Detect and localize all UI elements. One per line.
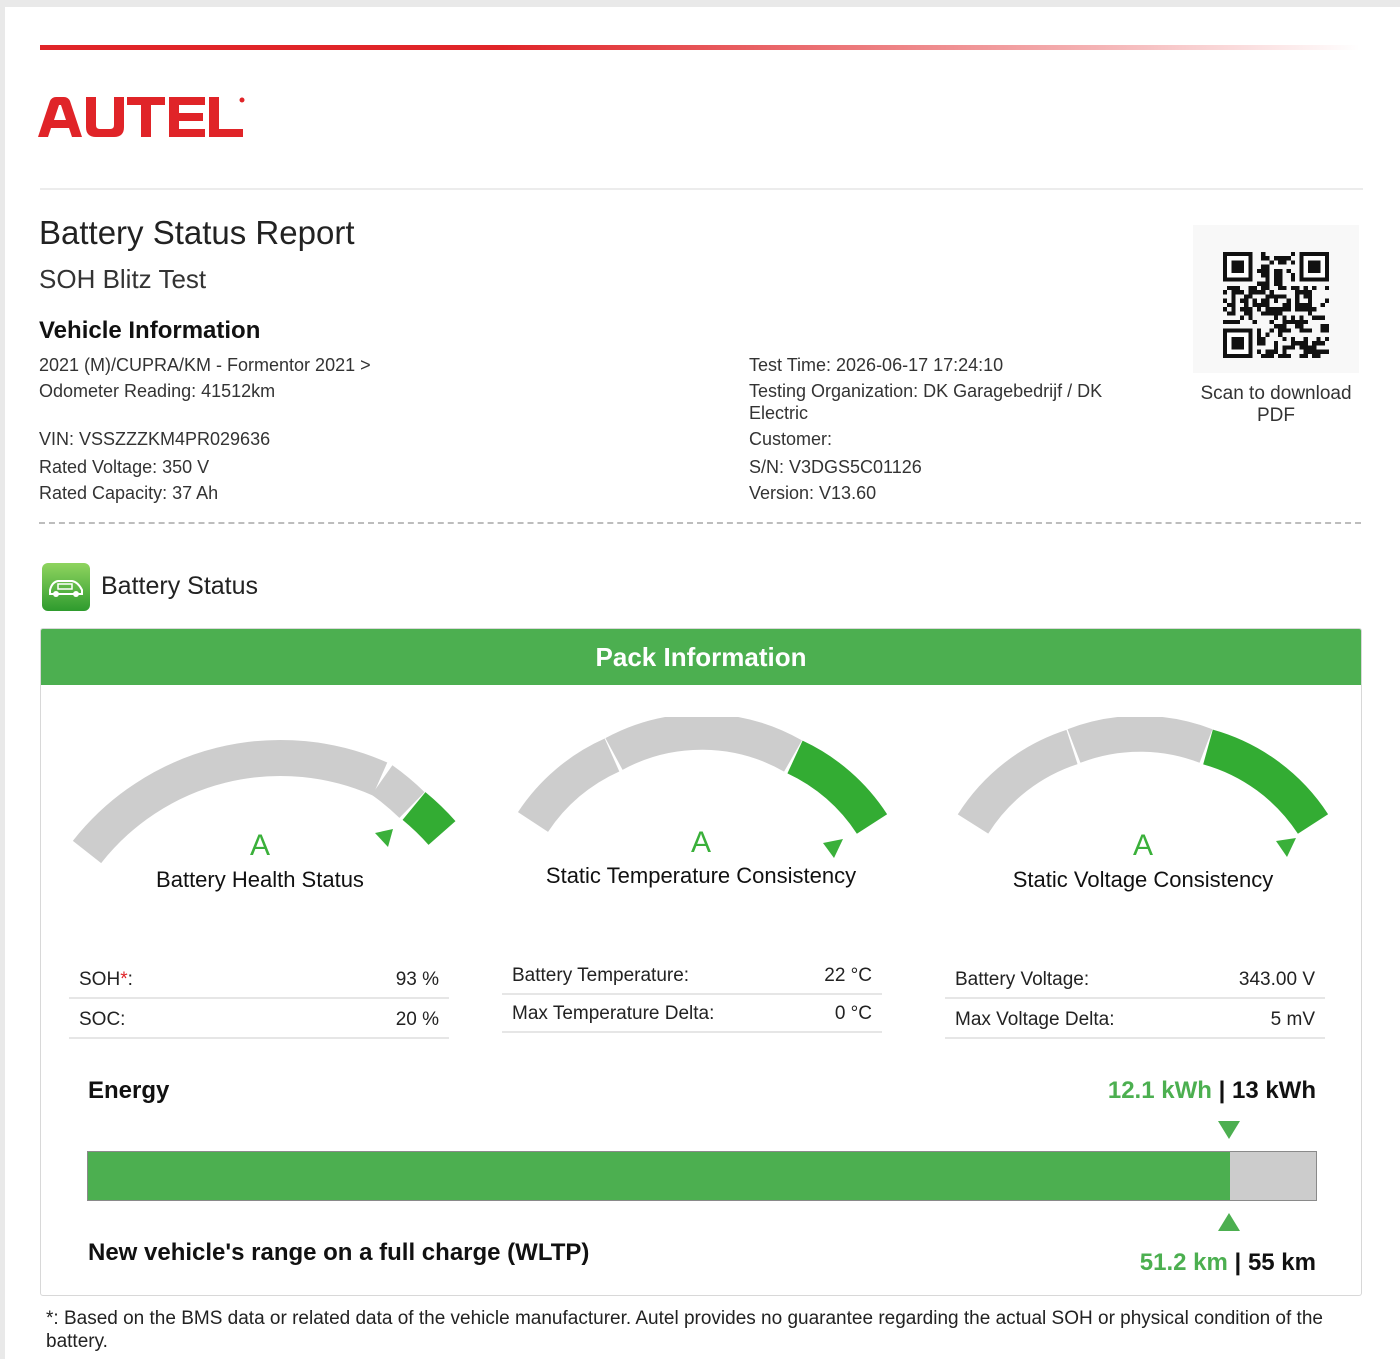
max-voltage-delta-key: Max Voltage Delta:	[955, 1009, 1115, 1030]
battery-voltage-row	[945, 957, 1325, 999]
qr-caption	[1193, 383, 1359, 427]
soh-value: 93 %	[395, 969, 439, 990]
vehicle-model: 2021 (M)/CUPRA/KM - Formentor 2021 >	[39, 355, 371, 375]
gauge-segment	[614, 732, 793, 756]
report-title: Battery Status Report	[39, 214, 355, 251]
gauge-pointer	[375, 829, 393, 847]
range-marker-arrow	[1218, 1213, 1240, 1231]
odometer-reading: Odometer Reading: 41512km	[39, 381, 276, 401]
footnote-mark: *	[46, 1308, 54, 1329]
testing-organization: Testing Organization: DK Garagebedrijf / DK	[749, 381, 1103, 401]
energy-bar	[87, 1151, 1317, 1201]
footnote-text: : Based on the BMS data or related data of the vehicle manufacturer. Autel provides no guarantee regarding the actual SOH or physical condition of the battery.	[46, 1308, 1323, 1352]
max-temperature-delta-row	[502, 991, 882, 1033]
gauge-segment-active	[414, 806, 442, 833]
autel-logo	[38, 97, 248, 139]
gauge-segment	[382, 780, 412, 805]
range-total: 55 km	[1247, 1249, 1316, 1276]
static-voltage-label: Static Voltage Consistency	[1012, 867, 1274, 892]
range-current: 51.2 km	[1139, 1249, 1228, 1276]
static-voltage-grade: A	[1132, 829, 1153, 862]
rated-voltage: Rated Voltage: 350 V	[39, 457, 210, 477]
energy-marker-arrow	[1218, 1121, 1240, 1139]
gauge-pointer	[823, 839, 843, 858]
energy-label: Energy	[88, 1077, 170, 1104]
gauge-segment-active	[795, 757, 872, 824]
static-temperature-grade: A	[690, 826, 711, 859]
battery-car-icon	[42, 563, 90, 611]
customer: Customer:	[749, 429, 833, 449]
footnote	[46, 1307, 1346, 1353]
battery-health-grade: A	[249, 829, 270, 862]
energy-total: 13 kWh	[1231, 1077, 1316, 1104]
version: Version: V13.60	[749, 483, 877, 503]
battery-health-label: Battery Health Status	[156, 867, 364, 892]
pack-information-header: Pack Information	[41, 629, 1361, 685]
gauge-segment	[973, 747, 1072, 824]
serial-number: S/N: V3DGS5C01126	[749, 457, 922, 477]
battery-voltage-value: 343.00 V	[1238, 969, 1315, 990]
header-accent-line	[40, 45, 1360, 50]
max-voltage-delta-row	[945, 997, 1325, 1039]
header-separator	[40, 188, 1363, 190]
soc-value: 20 %	[395, 1009, 439, 1030]
energy-bar-fill	[88, 1152, 1230, 1200]
range-values	[1140, 1249, 1316, 1277]
energy-separator: |	[1211, 1077, 1232, 1104]
gauge-segment-active	[1208, 747, 1313, 824]
static-temperature-label: Static Temperature Consistency	[545, 863, 857, 888]
vehicle-info-heading: Vehicle Information	[39, 317, 261, 344]
max-temperature-delta-value: 0 °C	[834, 1003, 872, 1024]
testing-organization-cont: Electric	[749, 403, 809, 423]
battery-status-label: Battery Status	[101, 572, 259, 600]
energy-current: 12.1 kWh	[1107, 1077, 1212, 1104]
max-temperature-delta-key: Max Temperature Delta:	[512, 1003, 715, 1024]
gauge-segment	[87, 758, 380, 852]
gauge-segment	[1074, 734, 1206, 746]
soh-row	[69, 957, 449, 999]
soh-key: SOH*:	[79, 969, 133, 990]
report-page	[5, 7, 1400, 1359]
range-separator: |	[1227, 1249, 1248, 1276]
soc-row	[69, 997, 449, 1039]
vin: VIN: VSSZZZKM4PR029636	[39, 429, 271, 449]
pack-information-panel	[40, 628, 1362, 1296]
max-voltage-delta-value: 5 mV	[1270, 1009, 1315, 1030]
energy-values	[1108, 1077, 1316, 1105]
battery-temperature-row	[502, 953, 882, 995]
test-time: Test Time: 2026-06-17 17:24:10	[749, 355, 1004, 375]
soc-key: SOC:	[79, 1009, 126, 1030]
gauge-segment	[533, 755, 612, 822]
rated-capacity: Rated Capacity: 37 Ah	[39, 483, 219, 503]
section-divider	[39, 522, 1361, 524]
battery-voltage-key: Battery Voltage:	[955, 969, 1090, 990]
range-label: New vehicle's range on a full charge (WLTP)	[88, 1239, 590, 1266]
battery-temperature-value: 22 °C	[824, 965, 872, 986]
qr-caption-line2: PDF	[1257, 405, 1295, 426]
battery-temperature-key: Battery Temperature:	[512, 965, 690, 986]
qr-code-icon[interactable]	[1223, 252, 1329, 358]
gauge-pointer	[1276, 838, 1296, 857]
qr-caption-line1: Scan to download	[1200, 383, 1352, 404]
report-subtitle: SOH Blitz Test	[39, 264, 207, 294]
